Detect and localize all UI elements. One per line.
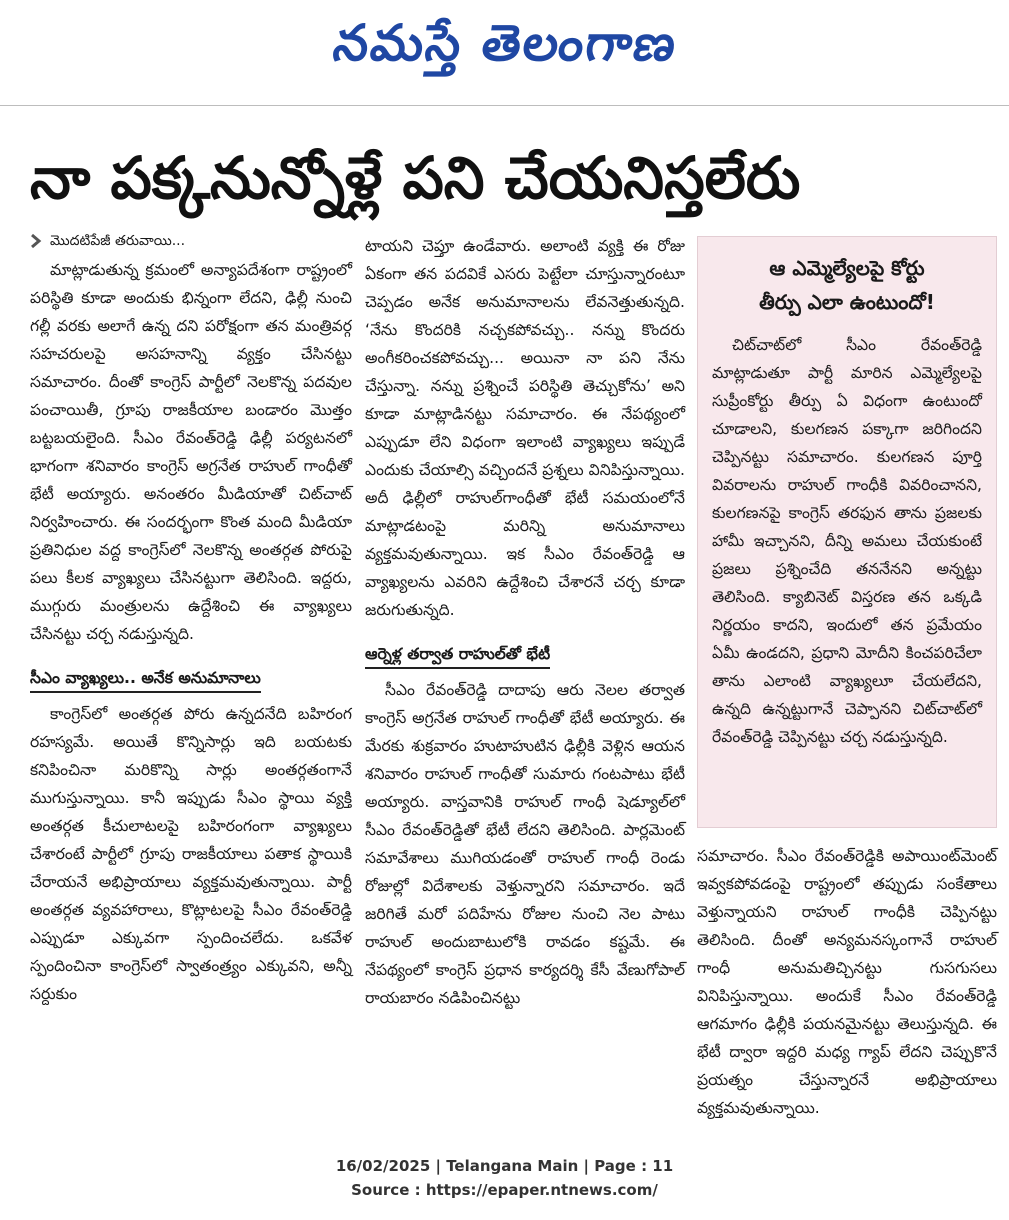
continued-label: మొదటిపేజీ తరువాయి... <box>50 233 186 249</box>
box-title-line-2: తీర్పు ఎలా ఉంటుందో! <box>759 290 935 314</box>
footer-source: Source : https://epaper.ntnews.com/ <box>351 1181 658 1199</box>
col2-subheading-text: ఆర్నెళ్ల తర్వాత రాహుల్‌తో భేటీ <box>365 645 550 669</box>
masthead-divider <box>0 105 1009 106</box>
masthead <box>0 0 1009 100</box>
footer-date-page: 16/02/2025 | Telangana Main | Page : 11 <box>335 1157 674 1175</box>
continued-marker <box>30 232 352 250</box>
column-1 <box>30 232 352 1008</box>
column-3 <box>697 842 997 1122</box>
chevron-right-icon <box>30 233 42 249</box>
box-title-line-1: ఆ ఎమ్మెల్యేలపై కోర్టు <box>769 256 925 280</box>
col1-paragraph-1: మాట్లాడుతున్న క్రమంలో అన్యాపదేశంగా రాష్ట్రంలో పరిస్థితి కూడా అందుకు భిన్నంగా లేదని, ఢిల్లీ నుంచి గల్లీ వరకు అలాగే ఉన్న దని పరోక్షంగా తన మంత్రివర్గ సహచరులపై అసహనాన్ని వ్యక్తం చేసినట్టు సమాచారం. దీంతో కాంగ్రెస్ పార్టీలో నెలకొన్న పదవుల పంచాయితీ, గ్రూపు రాజకీయాల బండారం మొత్తం బట్టబయలైంది. సీఎం రేవంత్‌రెడ్డి ఢిల్లీ పర్యటనలో భాగంగా శనివారం కాంగ్రెస్ అగ్రనేత రాహుల్ గాంధీతో భేటీ అయ్యారు. అనంతరం మీడియాతో చిట్‌చాట్ నిర్వహించారు. ఈ సందర్భంగా కొంత మంది మీడియా ప్రతినిధుల వద్ద కాంగ్రెస్‌లో నెలకొన్న అంతర్గత పోరుపై పలు కీలక వ్యాఖ్యలు చేసినట్టుగా తెలిసింది. ఇద్దరు, ముగ్గురు మంత్రులను ఉద్దేశించి ఈ వ్యాఖ్యలు చేసినట్టు చర్చ నడుస్తున్నది. <box>30 261 352 643</box>
column-2 <box>365 232 685 1012</box>
col2-subheading <box>365 640 685 668</box>
col1-subheading-text: సీఎం వ్యాఖ్యలు.. అనేక అనుమానాలు <box>30 669 261 693</box>
headline: నా పక్కనున్నోళ్లే పని చేయనిస్తలేరు <box>30 144 801 212</box>
box-paragraph: చిట్‌చాట్‌లో సీఎం రేవంత్‌రెడ్డి మాట్లాడుతూ పార్టీ మారిన ఎమ్మెల్యేలపై సుప్రీంకోర్టు తీర్పు ఏ విధంగా ఉంటుందో చూడాలని, కులగణన పక్కాగా జరిగిందని చెప్పినట్టు సమాచారం. కులగణన పూర్తి వివరాలను రాహుల్ గాంధీకి వివరించానని, కులగణనపై కాంగ్రెస్ తరఫున తాను ప్రజలకు హామీ ఇచ్చానని, దీన్ని అమలు చేయకుంటే ప్రజలు ప్రశ్నించేది తననేనని అన్నట్టు తెలిసింది. క్యాబినెట్ విస్తరణ తన ఒక్కడి నిర్ణయం కాదని, ఇందులో తన ప్రమేయం ఏమీ ఉండదని, ప్రధాని మోదీని కించపరిచేలా తాను ఎలాంటి వ్యాఖ్యలూ చేయలేదని, ఉన్నది ఉన్నట్టుగానే చెప్పానని చిట్‌చాట్‌లో రేవంత్‌రెడ్డి చెప్పినట్టు చర్చ నడుస్తున్నది. <box>712 336 982 746</box>
col2-paragraph-1: టాయని చెప్తూ ఉండేవారు. అలాంటి వ్యక్తి ఈ రోజు ఏకంగా తన పదవికే ఎసరు పెట్టేలా చూస్తున్నారంటూ చెప్పడం అనేక అనుమానాలను లేవనెత్తుతున్నది. ‘నేను కొందరికి నచ్చకపోవచ్చు.. నన్ను కొందరు అంగీకరించకపోవచ్చు... అయినా నా పని నేను చేస్తున్నా. నన్ను ప్రశ్నించే పరిస్థితి తెచ్చుకోను’ అని కూడా మాట్లాడినట్టు సమాచారం. ఈ నేపథ్యంలో ఎప్పుడూ లేని విధంగా ఇలాంటి వ్యాఖ్యలు ఇప్పుడే ఎందుకు చేయాల్సి వచ్చిందనే ప్రశ్నలు వినిపిస్తున్నాయి. అదీ ఢిల్లీలో రాహుల్‌గాంధీతో భేటీ సమయంలోనే మాట్లాడటంపై మరిన్ని అనుమానాలు వ్యక్తమవుతున్నాయి. ఇక సీఎం రేవంత్‌రెడ్డి ఆ వ్యాఖ్యలను ఎవరిని ఉద్దేశించి చేశారనే చర్చ కూడా జరుగుతున్నది. <box>365 237 685 619</box>
col1-subheading <box>30 664 352 692</box>
col2-paragraph-2: సీఎం రేవంత్‌రెడ్డి దాదాపు ఆరు నెలల తర్వాత కాంగ్రెస్ అగ్రనేత రాహుల్ గాంధీతో భేటీ అయ్యారు. ఈ మేరకు శుక్రవారం హుటాహుటిన ఢిల్లీకి వెళ్లిన ఆయన శనివారం రాహుల్ గాంధీతో సుమారు గంటపాటు భేటీ అయ్యారు. వాస్తవానికి రాహుల్ గాంధీ షెడ్యూల్‌లో సీఎం రేవంత్‌రెడ్డితో భేటీ లేదని తెలిసింది. పార్లమెంట్ సమావేశాలు ముగియడంతో రాహుల్ గాంధీ రెండు రోజుల్లో విదేశాలకు వెళ్తున్నారని సమాచారం. ఇదే జరిగితే మరో పదిహేను రోజుల నుంచి నెల పాటు రాహుల్ అందుబాటులోకి రావడం కష్టమే. ఈ నేపథ్యంలో కాంగ్రెస్ ప్రధాన కార్యదర్శి కేసీ వేణుగోపాల్ రాయబారం నడిపించినట్టు <box>365 681 685 1007</box>
box-body <box>712 331 982 751</box>
masthead-logo: నమస్తే తెలంగాణ <box>329 14 682 72</box>
box-title <box>712 251 982 319</box>
col3-paragraph-1: సమాచారం. సీఎం రేవంత్‌రెడ్డికి అపాయింట్‌మెంట్ ఇవ్వకపోవడంపై రాష్ట్రంలో తప్పుడు సంకేతాలు వెళ్తున్నాయని రాహుల్ గాంధీకి చెప్పినట్టు తెలిసింది. దీంతో అన్యమనస్కంగానే రాహుల్ గాంధీ అనుమతిచ్చినట్టు గుసగుసలు వినిపిస్తున్నాయి. అందుకే సీఎం రేవంత్‌రెడ్డి ఆగమాగం ఢిల్లీకి పయనమైనట్టు తెలుస్తున్నది. ఈ భేటీ ద్వారా ఇద్దరి మధ్య గ్యాప్ లేదని చెప్పుకొనే ప్రయత్నం చేస్తున్నారనే అభిప్రాయాలు వ్యక్తమవుతున్నాయి. <box>697 847 997 1117</box>
col1-paragraph-2: కాంగ్రెస్‌లో అంతర్గత పోరు ఉన్నదనేది బహిరంగ రహస్యమే. అయితే కొన్నిసార్లు ఇది బయటకు కనిపించినా మరికొన్ని సార్లు అంతర్గతంగానే ముగుస్తున్నాయి. కానీ ఇప్పుడు సీఎం స్థాయి వ్యక్తి అంతర్గత కీచులాటలపై బహిరంగంగా వ్యాఖ్యలు చేశారంటే పార్టీలో గ్రూపు రాజకీయాలు పతాక స్థాయికి చేరాయనే అభిప్రాయాలు వ్యక్తమవుతున్నాయి. పార్టీ అంతర్గత వ్యవహారాలు, కొట్లాటలపై సీఎం రేవంత్‌రెడ్డి ఎప్పుడూ ఎక్కువగా స్పందించలేదు. ఒకవేళ స్పందించినా కాంగ్రెస్‌లో స్వాతంత్ర్యం ఎక్కువని, అన్నీ సర్దుకుం <box>30 705 352 1003</box>
sidebar-box <box>697 236 997 828</box>
